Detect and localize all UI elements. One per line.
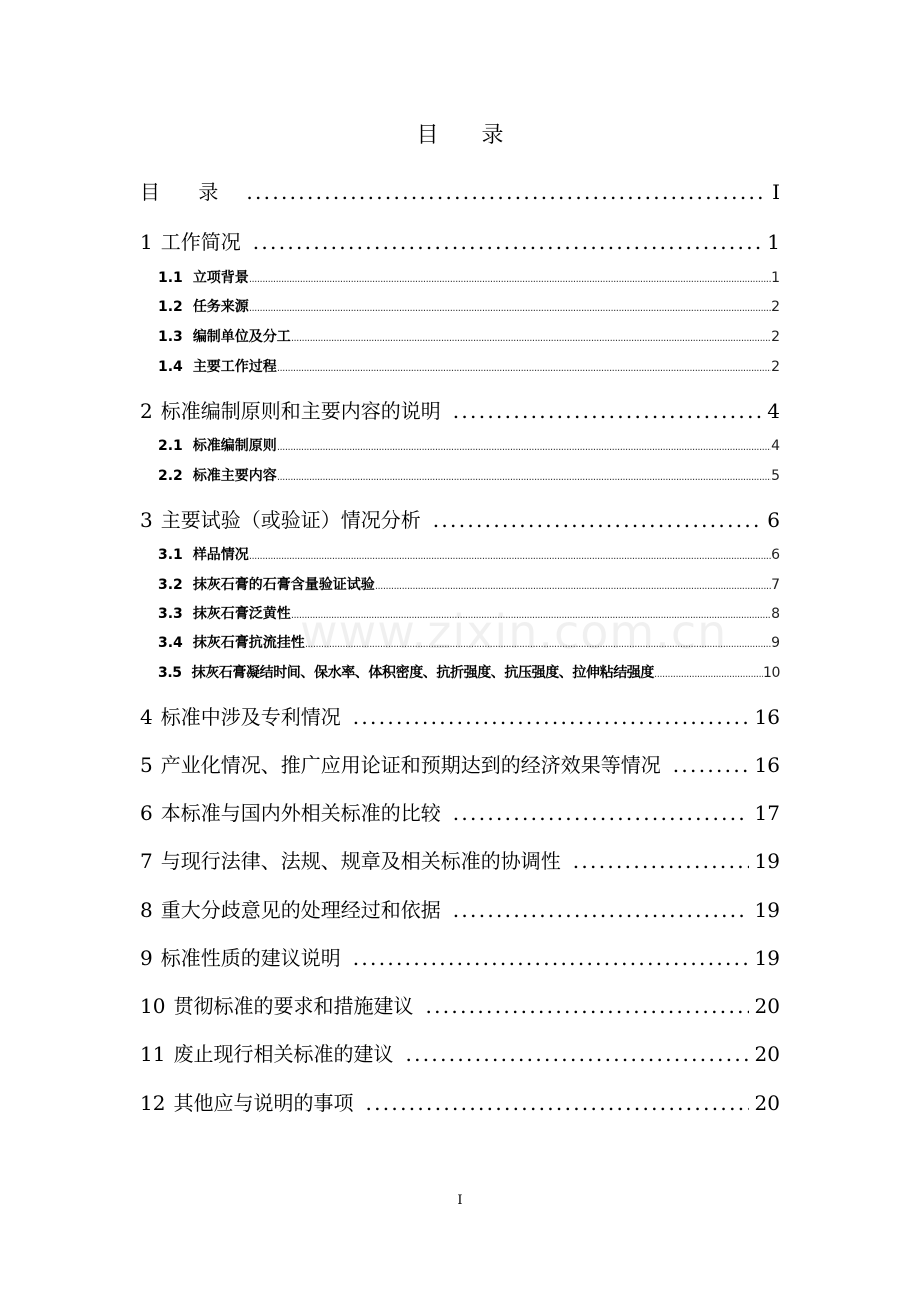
toc-leader [425,992,748,1020]
toc-subentry[interactable] [158,436,780,458]
toc-leader [277,359,771,379]
toc-entry-page: 5 [771,468,780,484]
toc-entry[interactable] [140,506,780,534]
toc-entry-text: 编制单位及分工 [192,329,291,345]
toc-entry[interactable] [140,228,780,256]
toc-subentry[interactable] [158,357,780,379]
toc-entry-text: 产业化情况、推广应用论证和预期达到的经济效果等情况 [160,753,661,777]
toc-entry-page: 20 [754,1042,780,1066]
toc-leader [453,799,749,827]
toc-entry-page: 10 [762,665,780,681]
toc-entry-text: 标准主要内容 [192,468,277,484]
toc-entry-number: 3.3 [158,606,183,622]
toc-entry[interactable] [140,1089,780,1117]
toc-subentry[interactable] [158,545,780,567]
toc-entry-number: 6 [140,801,153,825]
toc-entry[interactable] [140,847,780,875]
toc-leader [375,577,771,597]
toc-entry-text: 抹灰石膏的石膏含量验证试验 [192,577,375,593]
toc-leader [453,397,762,425]
toc-leader [405,1040,748,1068]
toc-entry-number: 10 [140,994,166,1018]
toc-entry-number: 1.2 [158,299,183,315]
toc-entry[interactable] [140,178,780,206]
toc-leader [573,847,749,875]
toc-entry-page: 20 [754,994,780,1018]
toc-entry-number: 1 [140,230,153,254]
toc-leader [277,468,771,488]
toc-entry-text: 标准中涉及专利情况 [160,705,341,729]
toc-entry-number: 3.5 [158,665,182,681]
toc-entry-text: 抹灰石膏凝结时间、保水率、体积密度、抗折强度、抗压强度、拉伸粘结强度 [191,665,655,681]
toc-entry-text: 重大分歧意见的处理经过和依据 [160,898,441,922]
toc-entry-number: 11 [140,1042,166,1066]
toc-entry-text: 工作简况 [160,230,241,254]
toc-entry-text: 标准性质的建议说明 [160,946,341,970]
toc-leader [249,270,771,290]
toc-entry[interactable] [140,944,780,972]
toc-entry-number: 5 [140,753,153,777]
toc-entry-page: 1 [767,230,780,254]
toc-leader [353,703,749,731]
toc-subentry[interactable] [158,663,780,685]
toc-entry-number: 4 [140,705,153,729]
toc-entry-text: 目 录 [140,180,235,204]
toc-entry-text: 抹灰石膏泛黄性 [192,606,291,622]
toc-entry-page: I [772,180,780,204]
toc-entry-page: 2 [771,359,780,375]
toc-entry-text: 任务来源 [192,299,249,315]
toc-entry-text: 样品情况 [192,547,249,563]
toc-entry-page: 20 [754,1091,780,1115]
toc-entry-number: 2.2 [158,468,183,484]
toc-entry-page: 2 [771,299,780,315]
toc-leader [365,1089,748,1117]
toc-entry-text: 主要试验（或验证）情况分析 [160,508,421,532]
toc-entry-page: 8 [771,606,780,622]
toc-subentry[interactable] [158,466,780,488]
toc-entry-number: 3.4 [158,635,183,651]
toc-entry-text: 贯彻标准的要求和措施建议 [173,994,414,1018]
toc-entry-text: 其他应与说明的事项 [173,1091,354,1115]
toc-entry-page: 4 [767,399,780,423]
toc-entry-number: 3 [140,508,153,532]
toc-entry-page: 19 [754,849,780,873]
toc-entry-text: 抹灰石膏抗流挂性 [192,635,305,651]
toc-entry-text: 本标准与国内外相关标准的比较 [160,801,441,825]
toc-entry-number: 12 [140,1091,166,1115]
toc-entry-number: 7 [140,849,153,873]
page-title: 目 录 [416,123,522,148]
toc-entry-text: 立项背景 [192,270,249,286]
toc-entry-number: 1.3 [158,329,183,345]
toc-entry-number: 2.1 [158,438,183,454]
toc-entry[interactable] [140,1040,780,1068]
toc-entry-text: 废止现行相关标准的建议 [173,1042,394,1066]
toc-entry-number: 9 [140,946,153,970]
toc-leader [291,329,771,349]
toc-leader [654,665,763,685]
toc-entry-number: 3.2 [158,577,183,593]
toc-entry-number: 3.1 [158,547,183,563]
toc-entry-page: 2 [771,329,780,345]
toc-entry-page: 1 [771,270,780,286]
toc-entry-number: 1.1 [158,270,183,286]
toc-entry-text: 标准编制原则和主要内容的说明 [160,399,441,423]
toc-entry-page: 7 [771,577,780,593]
toc-leader [433,506,762,534]
toc-entry-page: 16 [754,705,780,729]
toc-entry-page: 19 [754,946,780,970]
footer-page-number: I [457,1193,463,1208]
toc-leader [353,944,749,972]
toc-entry-number: 8 [140,898,153,922]
toc-entry-page: 6 [771,547,780,563]
toc-entry[interactable] [140,896,780,924]
toc-leader [249,547,771,567]
watermark: www.zixin.com.cn [300,605,728,659]
toc-entry-page: 16 [754,753,780,777]
toc-subentry[interactable] [158,575,780,597]
toc-entry-text: 标准编制原则 [192,438,277,454]
toc-entry[interactable] [140,703,780,731]
toc-entry[interactable] [140,992,780,1020]
toc-leader [277,438,771,458]
toc-entry[interactable] [140,799,780,827]
toc-subentry[interactable] [158,268,780,290]
toc-entry-page: 4 [771,438,780,454]
toc-entry-page: 9 [771,635,780,651]
toc-entry-page: 6 [767,508,780,532]
toc-subentry[interactable] [158,327,780,349]
toc-entry[interactable] [140,751,780,779]
toc-subentry[interactable] [158,297,780,319]
toc-leader [249,299,771,319]
toc-leader [246,178,766,206]
toc-entry-page: 17 [754,801,780,825]
toc-leader [253,228,762,256]
toc-entry-number: 1.4 [158,359,183,375]
toc-entry-text: 主要工作过程 [192,359,277,375]
toc-leader [453,896,749,924]
toc-entry-page: 19 [754,898,780,922]
toc-leader [673,751,749,779]
toc-entry-text: 与现行法律、法规、规章及相关标准的协调性 [160,849,561,873]
toc-entry[interactable] [140,397,780,425]
toc-entry-number: 2 [140,399,153,423]
